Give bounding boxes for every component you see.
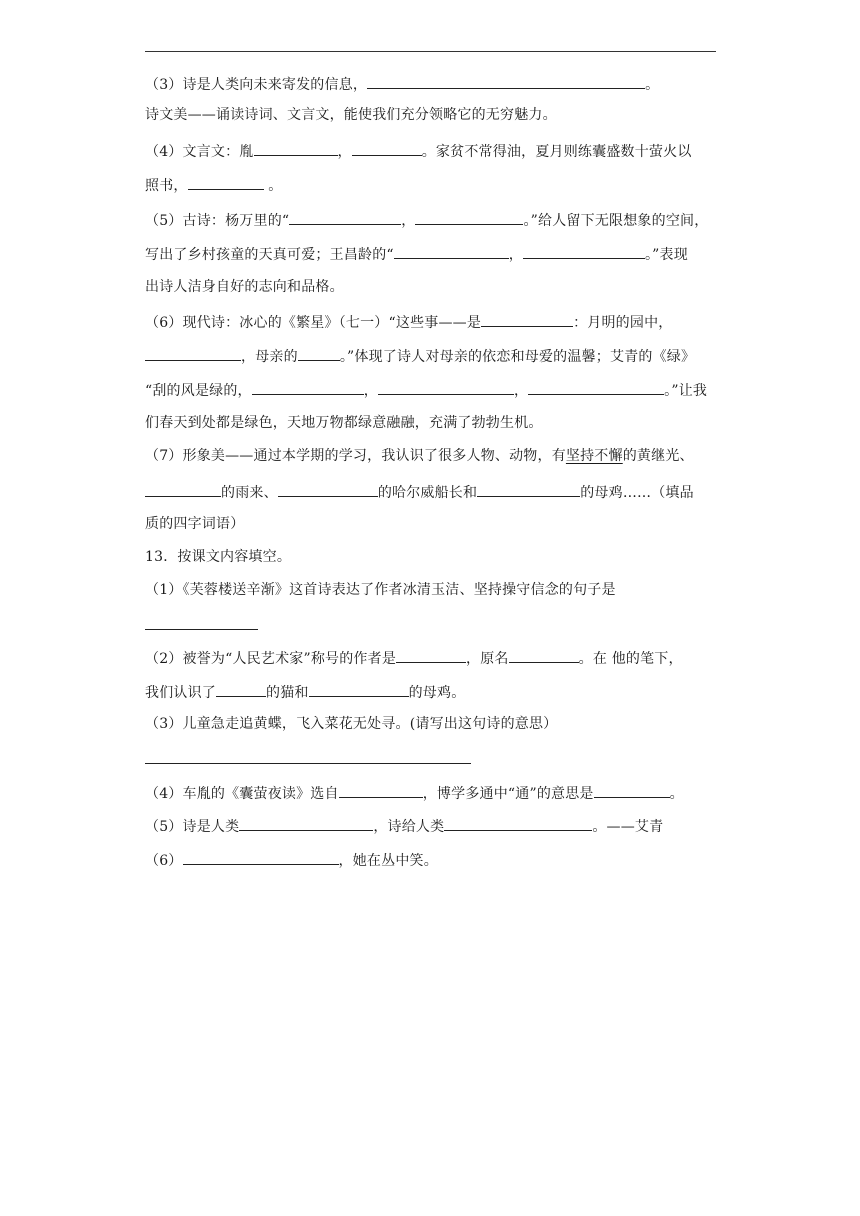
answer-blank[interactable] [477,481,580,497]
answer-blank[interactable] [145,614,258,630]
question-13-title: 13．按课文内容填空。 [145,549,292,565]
q13-item-4: （4）车胤的《囊萤夜读》选自 ，博学多通中“通”的意思是 。 [145,782,684,804]
section-poetry-beauty: 诗文美——诵读诗词、文言文，能使我们充分领略它的无穷魅力。 [145,107,557,123]
item-7-end: 质的四字词语） [145,516,245,532]
answer-blank[interactable] [239,815,373,831]
q13-item-2-continued: 我们认识了 的猫和 的母鸡。 [145,681,465,703]
answer-blank[interactable] [481,311,573,327]
answer-blank[interactable] [509,647,579,663]
answer-blank[interactable] [394,243,509,259]
item-6-green-poem: “刮的风是绿的， ， ， 。”让我 [145,379,707,401]
item-4-continued: 照书， 。 [145,174,282,196]
header-rule [145,51,716,52]
answer-blank[interactable] [415,209,523,225]
answer-blank[interactable] [309,681,409,697]
answer-blank[interactable] [352,140,422,156]
item-7-continued: 的雨来、 的哈尔威船长和 的母鸡……（填品 [145,481,694,503]
underlined-phrase: 坚持不懈 [565,448,623,464]
answer-blank[interactable] [183,849,339,865]
q13-item-6: （6） ，她在丛中笑。 [145,849,438,871]
item-7-image-beauty: （7）形象美——通过本学期的学习，我认识了很多人物、动物，有坚持不懈的黄继光、 [145,448,694,464]
item-6-continued: ，母亲的 。”体现了诗人对母亲的依恋和母爱的温馨；艾青的《绿》 [145,345,695,367]
answer-blank[interactable] [444,815,592,831]
item-5-continued: 写出了乡村孩童的天真可爱；王昌龄的“ ， 。”表现 [145,243,688,265]
answer-blank[interactable] [528,379,664,395]
answer-blank[interactable] [298,345,340,361]
answer-blank[interactable] [188,174,264,190]
answer-blank[interactable] [367,73,645,89]
item-4-classical-text: （4）文言文：胤 ， 。家贫不常得油，夏月则练囊盛数十萤火以 [145,140,692,162]
q13-item-3-answer [145,748,471,770]
answer-blank[interactable] [216,681,266,697]
item-5-ancient-poetry: （5）古诗：杨万里的“ ， 。”给人留下无限想象的空间， [145,209,708,231]
answer-blank[interactable] [254,140,338,156]
item-6-end: 们春天到处都是绿色，天地万物都绿意融融，充满了勃勃生机。 [145,415,543,431]
q13-item-2: （2）被誉为“人民艺术家”称号的作者是 ，原名 。在 他的笔下， [145,647,683,669]
q13-item-1-answer [145,614,258,636]
item-6-modern-poetry: （6）现代诗：冰心的《繁星》（七一）“这些事——是 ：月明的园中， [145,311,672,333]
q13-item-5: （5）诗是人类 ，诗给人类 。——艾青 [145,815,663,837]
answer-blank[interactable] [278,481,378,497]
answer-blank[interactable] [289,209,401,225]
answer-blank[interactable] [145,345,241,361]
answer-blank[interactable] [145,748,471,764]
answer-blank[interactable] [523,243,645,259]
q13-item-3: （3）儿童急走追黄蝶，飞入菜花无处寻。(请写出这句诗的意思） [145,716,558,732]
item-3-poetry-message: （3）诗是人类向未来寄发的信息， 。 [145,73,659,95]
answer-blank[interactable] [594,782,670,798]
answer-blank[interactable] [339,782,423,798]
answer-blank[interactable] [396,647,466,663]
q13-item-1: （1）《芙蓉楼送辛渐》这首诗表达了作者冰清玉洁、坚持操守信念的句子是 [145,582,616,598]
item-5-end: 出诗人洁身自好的志向和品格。 [145,279,344,295]
answer-blank[interactable] [145,481,221,497]
answer-blank[interactable] [378,379,514,395]
answer-blank[interactable] [252,379,364,395]
